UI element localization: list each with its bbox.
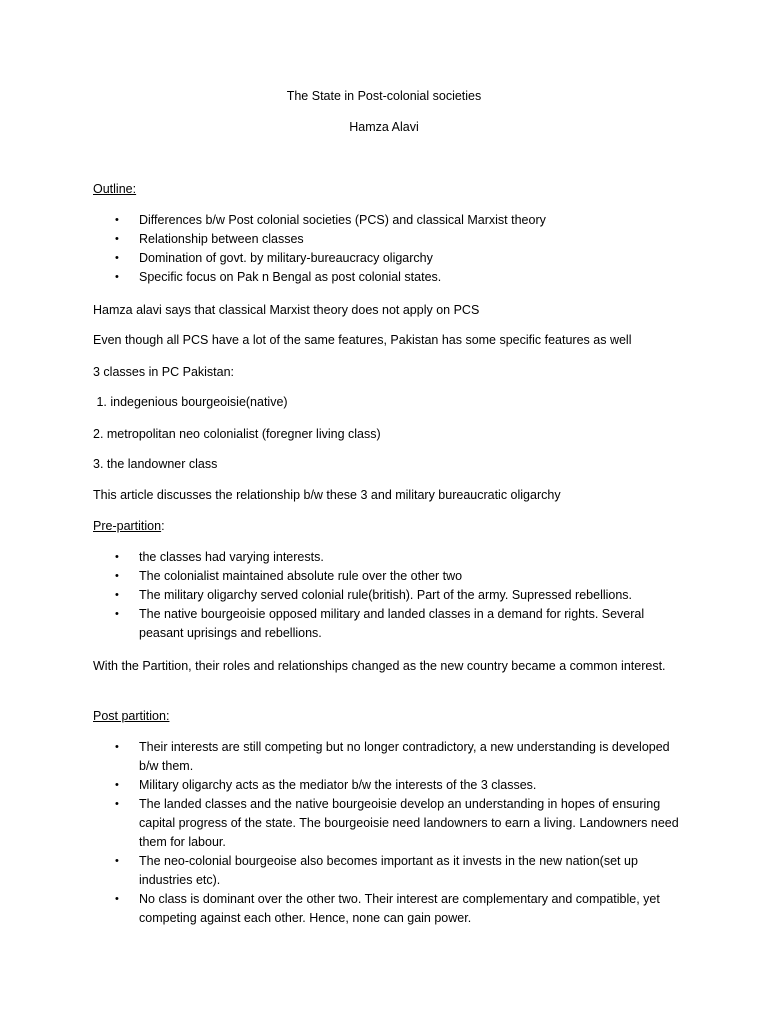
- list-item: • Differences b/w Post colonial societies (PCS) and classical Marxist theory: [93, 211, 683, 230]
- list-item: • The military oligarchy served colonial rule(british). Part of the army. Supressed rebellions.: [93, 586, 683, 605]
- list-item: • The native bourgeoisie opposed military and landed classes in a demand for rights. Several peasant uprisings and rebellions.: [115, 607, 645, 640]
- list-item: • The colonialist maintained absolute rule over the other two: [93, 567, 683, 586]
- paragraph: With the Partition, their roles and relationships changed as the new country became a common interest.: [93, 659, 666, 673]
- paragraph: 3 classes in PC Pakistan:: [93, 365, 235, 379]
- paragraph: Even though all PCS have a lot of the same features, Pakistan has some specific features as well: [93, 333, 632, 347]
- prepartition-heading: Pre-partition:: [93, 519, 165, 533]
- bullet-icon: •: [115, 893, 119, 905]
- paragraph: This article discusses the relationship b/w these 3 and military bureaucratic oligarchy: [93, 488, 561, 502]
- bullet-icon: •: [115, 589, 119, 601]
- bullet-icon: •: [115, 608, 119, 620]
- list-item: • Domination of govt. by military-bureaucracy oligarchy: [93, 249, 683, 268]
- postpartition-heading: [93, 707, 683, 726]
- paragraph: Hamza alavi says that classical Marxist theory does not apply on PCS: [93, 303, 480, 317]
- bullet-icon: •: [115, 271, 119, 283]
- list-item: • Military oligarchy acts as the mediator b/w the interests of the 3 classes.: [93, 776, 683, 795]
- bullet-icon: •: [115, 233, 119, 245]
- postpartition-heading-text: Post partition:: [93, 709, 170, 723]
- bullet-icon: •: [115, 570, 119, 582]
- list-item: • Specific focus on Pak n Bengal as post colonial states.: [93, 268, 683, 287]
- postpartition-list: [93, 738, 683, 928]
- prepartition-heading-text: Pre-partition: [93, 519, 162, 533]
- class-item: 3. the landowner class: [93, 457, 218, 471]
- bullet-icon: •: [115, 779, 119, 791]
- document-title: The State in Post-colonial societies: [286, 89, 482, 103]
- bullet-icon: •: [115, 741, 119, 753]
- document-author: Hamza Alavi: [349, 120, 419, 134]
- list-item: • The neo-colonial bourgeoise also becomes important as it invests in the new nation(set up industries etc).: [115, 854, 638, 887]
- list-item: • No class is dominant over the other two. Their interest are complementary and compatible, yet competing against each other. Hence, none can gain power.: [115, 892, 660, 925]
- outline-heading-text: Outline:: [93, 182, 137, 196]
- class-item: 2. metropolitan neo colonialist (foregner living class): [93, 427, 381, 441]
- bullet-icon: •: [115, 855, 119, 867]
- outline-list: [93, 211, 683, 287]
- bullet-icon: •: [115, 798, 119, 810]
- prepartition-list: [93, 548, 683, 643]
- class-item: 1. indegenious bourgeoisie(native): [93, 395, 288, 409]
- bullet-icon: •: [115, 214, 119, 226]
- list-item: • the classes had varying interests.: [93, 548, 683, 567]
- bullet-icon: •: [115, 551, 119, 563]
- list-item: • Relationship between classes: [93, 230, 683, 249]
- list-item: • Their interests are still competing but no longer contradictory, a new understanding is developed b/w them.: [115, 740, 670, 773]
- bullet-icon: •: [115, 252, 119, 264]
- outline-heading: [93, 180, 683, 199]
- list-item: • The landed classes and the native bourgeoisie develop an understanding in hopes of ensuring capital progress of the state. The bourgeoisie need landowners to earn a living. Landowners need them for labour.: [115, 797, 679, 849]
